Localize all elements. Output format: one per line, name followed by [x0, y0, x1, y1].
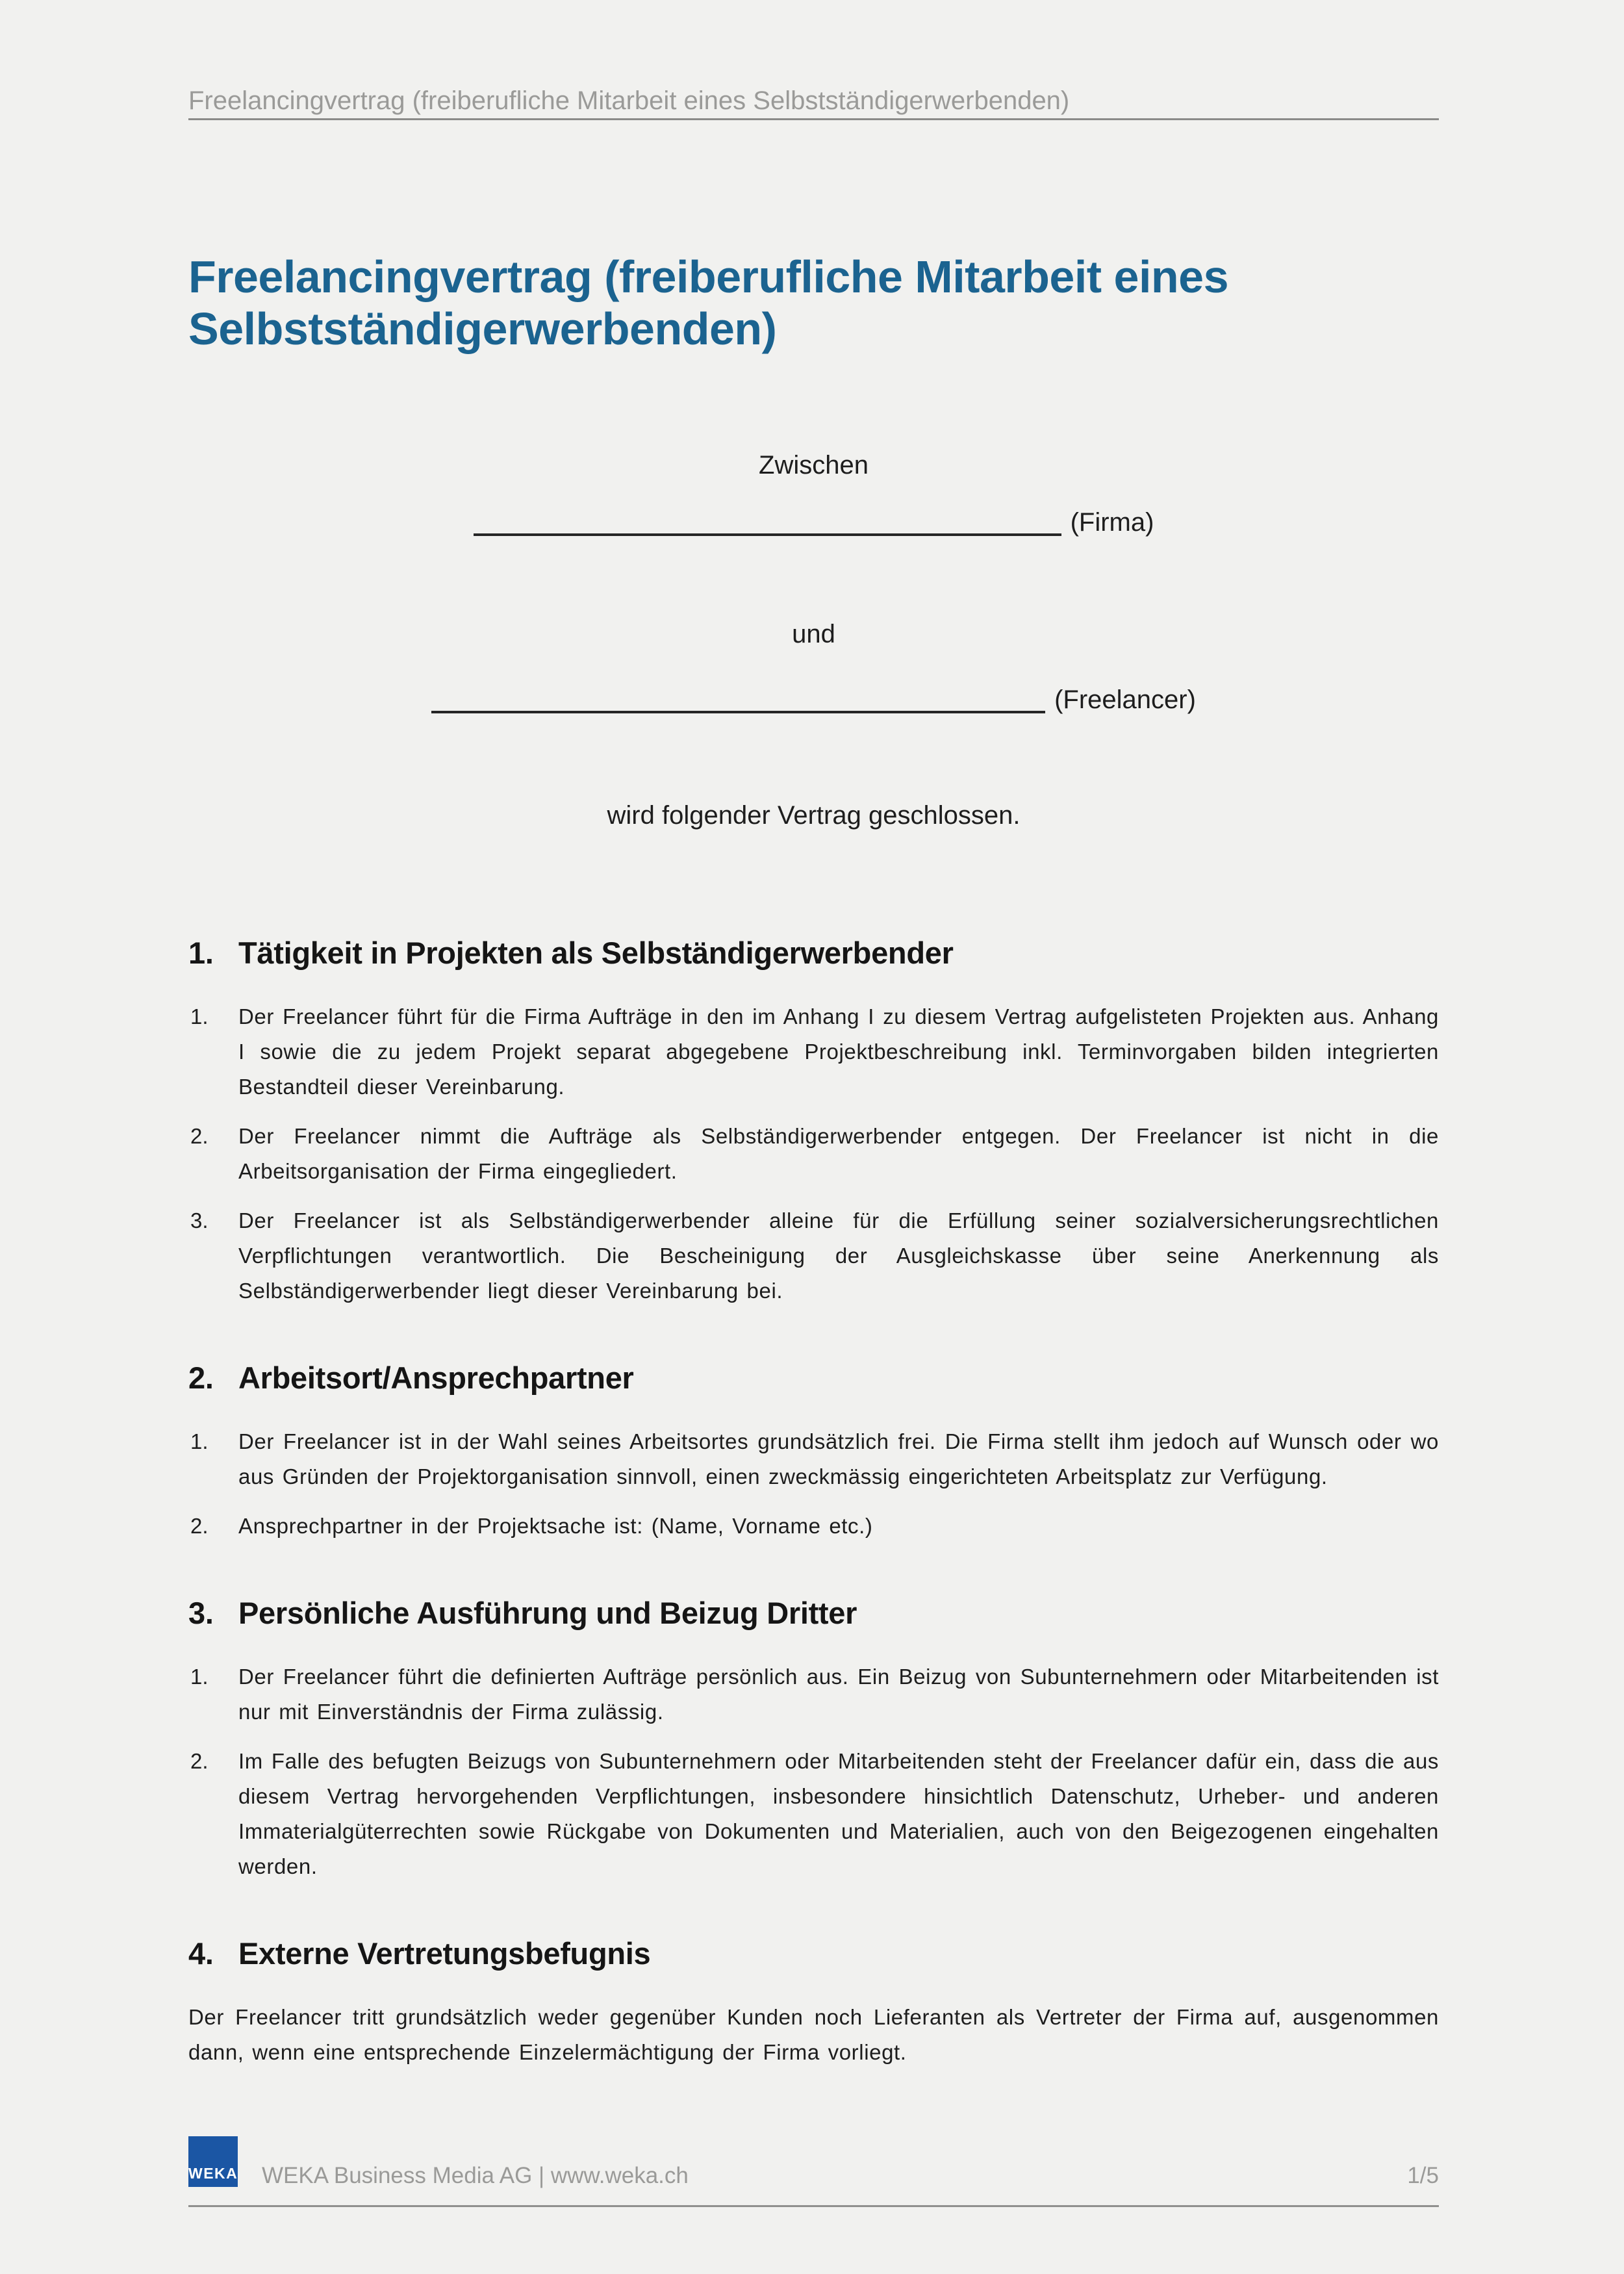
footer-rule: [188, 2205, 1439, 2207]
section-3-list: [188, 1659, 1439, 1884]
list-item-number: 2.: [190, 1514, 209, 1538]
section-1-heading: [188, 934, 1439, 972]
list-item: [188, 999, 1439, 1105]
page-footer: [188, 2136, 1439, 2188]
freelancer-blank-row: [188, 683, 1439, 716]
freelancer-label: (Freelancer): [1054, 685, 1196, 714]
list-item-text: Der Freelancer führt für die Firma Aufträge in den im Anhang I zu diesem Vertrag aufgelisteten Projekten aus. Anhang I sowie die zu jedem Projekt separat abgegebene Projektbeschreibung inkl. Terminvorgaben bilden integrierten Bestandteil dieser Vereinbarung.: [238, 1004, 1439, 1099]
section-3-title: Persönliche Ausführung und Beizug Dritter: [238, 1596, 857, 1630]
section-1-list: [188, 999, 1439, 1309]
header-rule: [188, 118, 1439, 120]
list-item: [188, 1424, 1439, 1494]
list-item-number: 1.: [190, 1665, 209, 1689]
list-item-text: Der Freelancer führt die definierten Aufträge persönlich aus. Ein Beizug von Subunternehmern oder Mitarbeitenden ist nur mit Einverständnis der Firma zulässig.: [238, 1665, 1439, 1724]
section-4-paragraph: Der Freelancer tritt grundsätzlich weder gegenüber Kunden noch Lieferanten als Vertreter der Firma auf, ausgenommen dann, wenn eine entsprechende Einzelermächtigung der Firma vorliegt.: [188, 2005, 1439, 2064]
section-4-title: Externe Vertretungsbefugnis: [238, 1936, 651, 1971]
list-item: [188, 1203, 1439, 1309]
list-item: [188, 1659, 1439, 1730]
list-item-number: 3.: [190, 1208, 209, 1233]
section-2-number: 2.: [188, 1361, 214, 1395]
between-label: Zwischen: [759, 451, 869, 479]
page-indicator: 1/5: [1407, 2163, 1439, 2188]
list-item-text: Der Freelancer nimmt die Aufträge als Selbständigerwerbender entgegen. Der Freelancer ist nicht in die Arbeitsorganisation der Firma eingegliedert.: [238, 1124, 1439, 1183]
list-item-number: 2.: [190, 1124, 209, 1148]
section-3-number: 3.: [188, 1596, 214, 1630]
section-4-number: 4.: [188, 1936, 214, 1971]
list-item: [188, 1744, 1439, 1884]
section-2-heading: [188, 1359, 1439, 1397]
section-1-title: Tätigkeit in Projekten als Selbständigerwerbender: [238, 936, 954, 970]
list-item-text: Der Freelancer ist in der Wahl seines Arbeitsortes grundsätzlich frei. Die Firma stellt ihm jedoch auf Wunsch oder wo aus Gründen der Projektorganisation sinnvoll, einen zweckmässig eingerichteten Arbeitsplatz zur Verfügung.: [238, 1429, 1439, 1488]
weka-logo-icon: [188, 2136, 238, 2187]
firma-blank-line: [474, 511, 1061, 536]
list-item-number: 1.: [190, 1004, 209, 1028]
section-1-number: 1.: [188, 936, 214, 970]
list-item-text: Der Freelancer ist als Selbständigerwerbender alleine für die Erfüllung seiner sozialversicherungsrechtlichen Verpflichtungen verantwortlich. Die Bescheinigung der Ausgleichskasse über seine Anerkennung als Selbständigerwerbender liegt dieser Vereinbarung bei.: [238, 1208, 1439, 1303]
freelancer-blank-line: [431, 689, 1045, 713]
and-label: und: [792, 620, 835, 648]
footer-company-line: WEKA Business Media AG | www.weka.ch: [262, 2163, 689, 2188]
document-title: Freelancingvertrag (freiberufliche Mitarbeit eines Selbstständigerwerbenden): [188, 251, 1229, 354]
section-2-title: Arbeitsort/Ansprechpartner: [238, 1361, 634, 1395]
section-4-heading: [188, 1935, 1439, 1973]
section-3-heading: [188, 1594, 1439, 1632]
list-item-text: Im Falle des befugten Beizugs von Subunternehmern oder Mitarbeitenden steht der Freelancer dafür ein, dass die aus diesem Vertrag hervorgehenden Verpflichtungen, insbesondere hinsichtlich Datenschutz, Urheber- und anderen Immaterialgüterrechten sowie Rückgabe von Dokumenten und Materialien, auch von den Beigezogenen eingehalten werden.: [238, 1749, 1439, 1878]
list-item-text: Ansprechpartner in der Projektsache ist: (Name, Vorname etc.): [238, 1514, 873, 1538]
firma-blank-row: [188, 506, 1439, 539]
list-item-number: 2.: [190, 1749, 209, 1773]
section-2-list: [188, 1424, 1439, 1544]
closing-line: wird folgender Vertrag geschlossen.: [607, 801, 1021, 830]
list-item: [188, 1509, 1439, 1544]
weka-logo-text: WEKA: [188, 2165, 238, 2182]
list-item-number: 1.: [190, 1429, 209, 1453]
firma-label: (Firma): [1070, 508, 1154, 537]
running-header-title: Freelancingvertrag (freiberufliche Mitarbeit eines Selbstständigerwerbenden): [188, 86, 1070, 115]
list-item: [188, 1119, 1439, 1189]
